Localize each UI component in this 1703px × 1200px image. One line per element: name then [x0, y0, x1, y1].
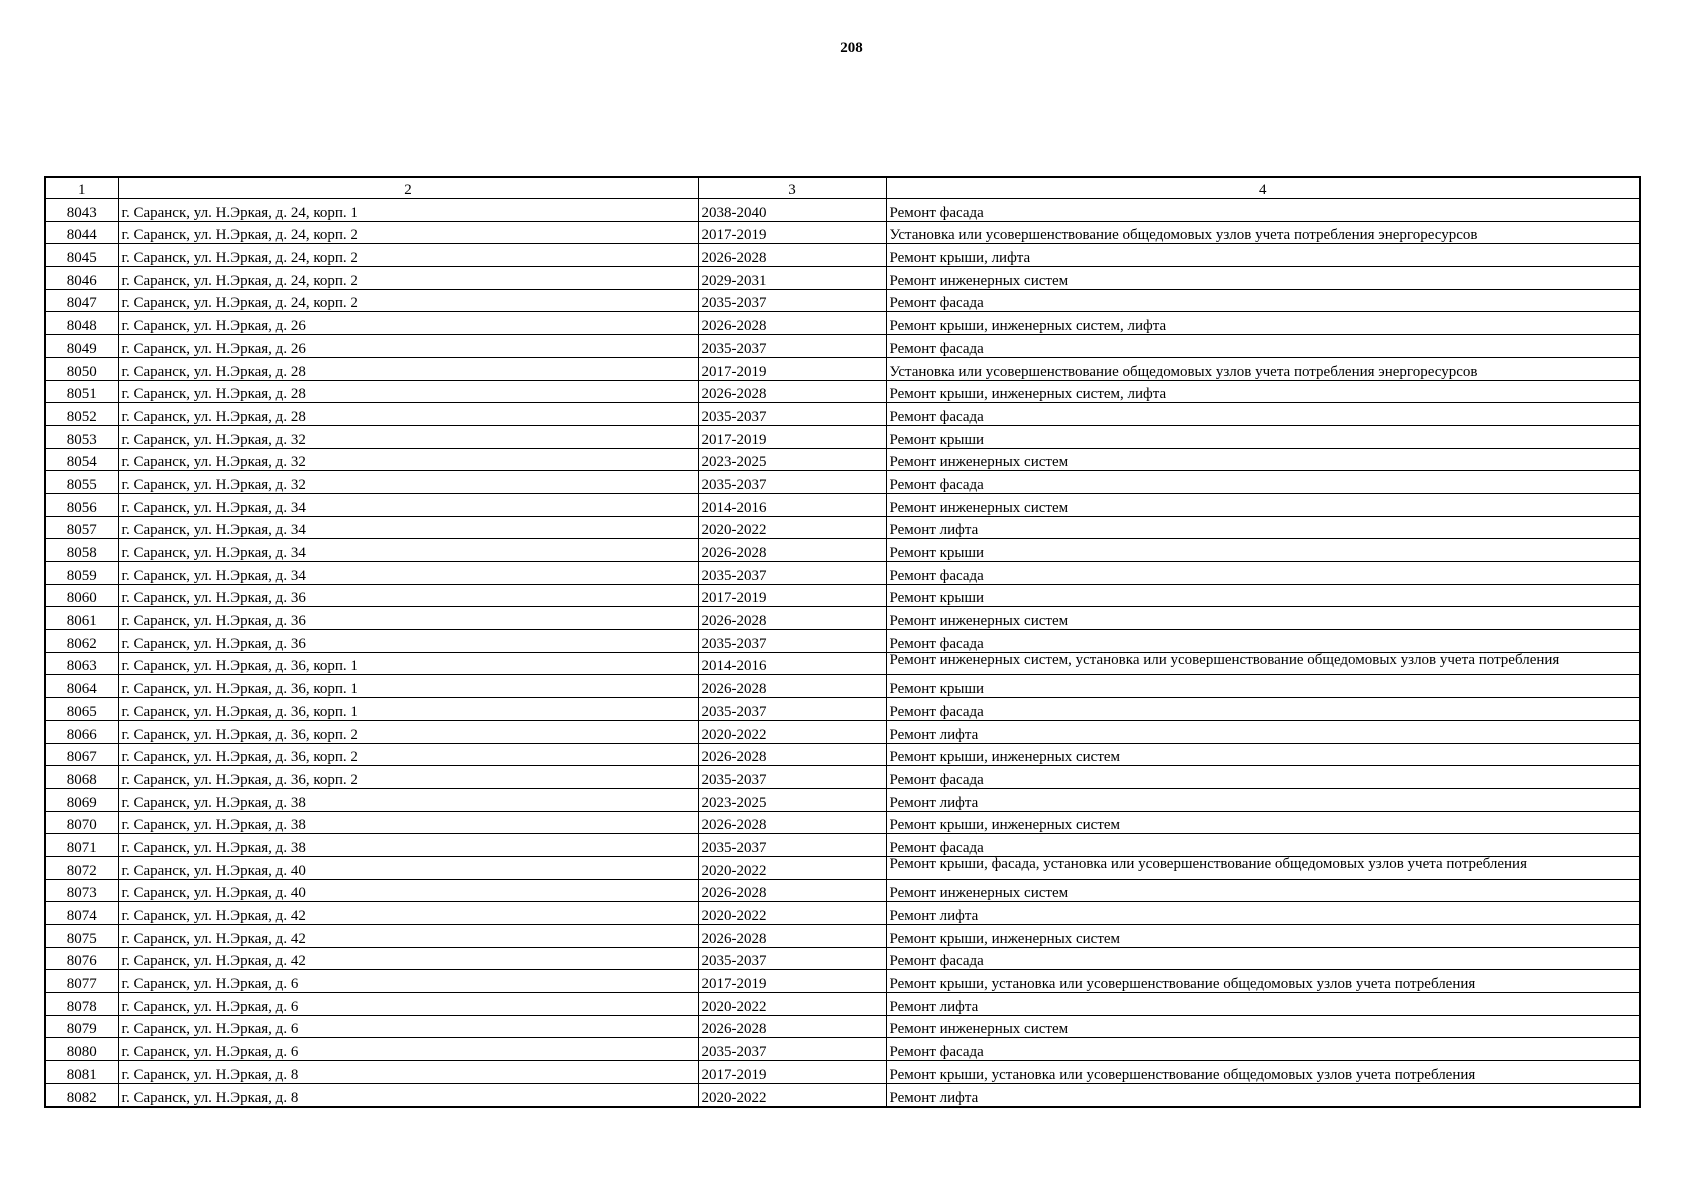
period-cell: 2023-2025 — [698, 448, 886, 471]
row-number: 8079 — [45, 1015, 118, 1038]
table-row — [45, 221, 1640, 244]
row-number: 8076 — [45, 947, 118, 970]
work-type-cell: Ремонт фасада — [886, 335, 1640, 358]
period-cell: 2026-2028 — [698, 380, 886, 403]
period-cell: 2035-2037 — [698, 335, 886, 358]
period-cell: 2035-2037 — [698, 947, 886, 970]
address-cell: г. Саранск, ул. Н.Эркая, д. 6 — [118, 1015, 698, 1038]
work-type-cell: Ремонт фасада — [886, 630, 1640, 653]
table-row — [45, 1038, 1640, 1061]
work-type-cell: Ремонт крыши, инженерных систем — [886, 925, 1640, 948]
table-row — [45, 811, 1640, 834]
work-type-cell: Ремонт крыши — [886, 584, 1640, 607]
work-type-cell: Ремонт лифта — [886, 1083, 1640, 1106]
period-cell: 2026-2028 — [698, 312, 886, 335]
period-cell: 2014-2016 — [698, 493, 886, 516]
work-type-cell: Ремонт инженерных систем — [886, 448, 1640, 471]
address-cell: г. Саранск, ул. Н.Эркая, д. 36, корп. 2 — [118, 743, 698, 766]
address-cell: г. Саранск, ул. Н.Эркая, д. 26 — [118, 312, 698, 335]
work-type-cell: Ремонт инженерных систем — [886, 607, 1640, 630]
address-cell: г. Саранск, ул. Н.Эркая, д. 24, корп. 2 — [118, 289, 698, 312]
period-cell: 2017-2019 — [698, 357, 886, 380]
table-row — [45, 357, 1640, 380]
work-type-cell: Установка или усовершенствование общедомовых узлов учета потребления энергоресурсов — [886, 221, 1640, 244]
column-header: 1 — [45, 177, 118, 199]
address-cell: г. Саранск, ул. Н.Эркая, д. 42 — [118, 925, 698, 948]
table-row — [45, 267, 1640, 290]
work-type-cell: Ремонт фасада — [886, 471, 1640, 494]
period-cell: 2020-2022 — [698, 902, 886, 925]
table-row — [45, 743, 1640, 766]
address-cell: г. Саранск, ул. Н.Эркая, д. 36 — [118, 607, 698, 630]
table-body — [45, 199, 1640, 1107]
table-row — [45, 1061, 1640, 1084]
period-cell: 2017-2019 — [698, 425, 886, 448]
table-row — [45, 289, 1640, 312]
address-cell: г. Саранск, ул. Н.Эркая, д. 36, корп. 2 — [118, 720, 698, 743]
table-row — [45, 1083, 1640, 1106]
address-cell: г. Саранск, ул. Н.Эркая, д. 34 — [118, 562, 698, 585]
period-cell: 2035-2037 — [698, 562, 886, 585]
work-type-cell: Ремонт крыши, инженерных систем, лифта — [886, 312, 1640, 335]
work-type-cell: Ремонт инженерных систем, установка или усовершенствование общедомовых узлов учета потребления — [886, 652, 1640, 675]
work-type-cell: Ремонт инженерных систем — [886, 267, 1640, 290]
work-type-cell: Ремонт инженерных систем — [886, 1015, 1640, 1038]
row-number: 8046 — [45, 267, 118, 290]
table-row — [45, 856, 1640, 879]
period-cell: 2026-2028 — [698, 539, 886, 562]
row-number: 8050 — [45, 357, 118, 380]
address-cell: г. Саранск, ул. Н.Эркая, д. 38 — [118, 811, 698, 834]
work-type-cell: Ремонт фасада — [886, 766, 1640, 789]
period-cell: 2017-2019 — [698, 1061, 886, 1084]
period-cell: 2035-2037 — [698, 471, 886, 494]
work-type-cell: Ремонт фасада — [886, 698, 1640, 721]
work-type-cell: Ремонт инженерных систем — [886, 493, 1640, 516]
row-number: 8081 — [45, 1061, 118, 1084]
table-row — [45, 947, 1640, 970]
address-cell: г. Саранск, ул. Н.Эркая, д. 36, корп. 1 — [118, 675, 698, 698]
address-cell: г. Саранск, ул. Н.Эркая, д. 24, корп. 1 — [118, 199, 698, 222]
table-row — [45, 720, 1640, 743]
work-type-cell: Ремонт крыши, инженерных систем, лифта — [886, 380, 1640, 403]
row-number: 8049 — [45, 335, 118, 358]
table-row — [45, 970, 1640, 993]
period-cell: 2035-2037 — [698, 630, 886, 653]
period-cell: 2020-2022 — [698, 516, 886, 539]
address-cell: г. Саранск, ул. Н.Эркая, д. 6 — [118, 970, 698, 993]
work-type-cell: Ремонт фасада — [886, 562, 1640, 585]
row-number: 8063 — [45, 652, 118, 675]
address-cell: г. Саранск, ул. Н.Эркая, д. 28 — [118, 403, 698, 426]
address-cell: г. Саранск, ул. Н.Эркая, д. 24, корп. 2 — [118, 244, 698, 267]
period-cell: 2035-2037 — [698, 1038, 886, 1061]
period-cell: 2026-2028 — [698, 811, 886, 834]
table-row — [45, 698, 1640, 721]
row-number: 8077 — [45, 970, 118, 993]
row-number: 8070 — [45, 811, 118, 834]
row-number: 8065 — [45, 698, 118, 721]
work-type-cell: Ремонт фасада — [886, 403, 1640, 426]
address-cell: г. Саранск, ул. Н.Эркая, д. 8 — [118, 1083, 698, 1106]
table-row — [45, 652, 1640, 675]
row-number: 8074 — [45, 902, 118, 925]
row-number: 8073 — [45, 879, 118, 902]
period-cell: 2014-2016 — [698, 652, 886, 675]
table-row — [45, 471, 1640, 494]
table-row — [45, 380, 1640, 403]
row-number: 8051 — [45, 380, 118, 403]
table-header-row — [45, 177, 1640, 199]
period-cell: 2035-2037 — [698, 289, 886, 312]
table-row — [45, 607, 1640, 630]
address-cell: г. Саранск, ул. Н.Эркая, д. 40 — [118, 879, 698, 902]
work-type-cell: Ремонт крыши, лифта — [886, 244, 1640, 267]
table-row — [45, 925, 1640, 948]
address-cell: г. Саранск, ул. Н.Эркая, д. 28 — [118, 380, 698, 403]
address-cell: г. Саранск, ул. Н.Эркая, д. 34 — [118, 493, 698, 516]
column-header: 2 — [118, 177, 698, 199]
repair-schedule-table — [44, 176, 1641, 1108]
table-row — [45, 993, 1640, 1016]
work-type-cell: Установка или усовершенствование общедомовых узлов учета потребления энергоресурсов — [886, 357, 1640, 380]
work-type-cell: Ремонт лифта — [886, 993, 1640, 1016]
work-type-cell: Ремонт крыши, установка или усовершенствование общедомовых узлов учета потребления — [886, 970, 1640, 993]
address-cell: г. Саранск, ул. Н.Эркая, д. 36 — [118, 630, 698, 653]
address-cell: г. Саранск, ул. Н.Эркая, д. 36, корп. 1 — [118, 698, 698, 721]
row-number: 8072 — [45, 856, 118, 879]
work-type-cell: Ремонт крыши, инженерных систем — [886, 811, 1640, 834]
address-cell: г. Саранск, ул. Н.Эркая, д. 34 — [118, 539, 698, 562]
work-type-cell: Ремонт крыши, фасада, установка или усовершенствование общедомовых узлов учета потребления — [886, 856, 1640, 879]
period-cell: 2038-2040 — [698, 199, 886, 222]
address-cell: г. Саранск, ул. Н.Эркая, д. 28 — [118, 357, 698, 380]
row-number: 8080 — [45, 1038, 118, 1061]
table-row — [45, 902, 1640, 925]
work-type-cell: Ремонт лифта — [886, 516, 1640, 539]
period-cell: 2035-2037 — [698, 766, 886, 789]
row-number: 8053 — [45, 425, 118, 448]
work-type-cell: Ремонт лифта — [886, 902, 1640, 925]
address-cell: г. Саранск, ул. Н.Эркая, д. 26 — [118, 335, 698, 358]
table-row — [45, 584, 1640, 607]
table-row — [45, 448, 1640, 471]
work-type-cell: Ремонт крыши — [886, 425, 1640, 448]
row-number: 8058 — [45, 539, 118, 562]
work-type-cell: Ремонт фасада — [886, 289, 1640, 312]
period-cell: 2023-2025 — [698, 788, 886, 811]
work-type-cell: Ремонт фасада — [886, 199, 1640, 222]
table-row — [45, 1015, 1640, 1038]
table-row — [45, 516, 1640, 539]
address-cell: г. Саранск, ул. Н.Эркая, д. 24, корп. 2 — [118, 221, 698, 244]
table-row — [45, 788, 1640, 811]
address-cell: г. Саранск, ул. Н.Эркая, д. 38 — [118, 788, 698, 811]
address-cell: г. Саранск, ул. Н.Эркая, д. 32 — [118, 448, 698, 471]
work-type-cell: Ремонт лифта — [886, 788, 1640, 811]
row-number: 8054 — [45, 448, 118, 471]
row-number: 8047 — [45, 289, 118, 312]
row-number: 8061 — [45, 607, 118, 630]
period-cell: 2017-2019 — [698, 970, 886, 993]
table-row — [45, 493, 1640, 516]
period-cell: 2020-2022 — [698, 720, 886, 743]
period-cell: 2035-2037 — [698, 698, 886, 721]
work-type-cell: Ремонт крыши, установка или усовершенствование общедомовых узлов учета потребления — [886, 1061, 1640, 1084]
period-cell: 2020-2022 — [698, 856, 886, 879]
period-cell: 2035-2037 — [698, 834, 886, 857]
period-cell: 2020-2022 — [698, 993, 886, 1016]
address-cell: г. Саранск, ул. Н.Эркая, д. 36, корп. 1 — [118, 652, 698, 675]
period-cell: 2029-2031 — [698, 267, 886, 290]
row-number: 8048 — [45, 312, 118, 335]
row-number: 8069 — [45, 788, 118, 811]
table-row — [45, 312, 1640, 335]
work-type-cell: Ремонт лифта — [886, 720, 1640, 743]
work-type-cell: Ремонт фасада — [886, 947, 1640, 970]
period-cell: 2035-2037 — [698, 403, 886, 426]
page-number: 208 — [840, 40, 863, 56]
work-type-cell: Ремонт фасада — [886, 834, 1640, 857]
table-row — [45, 562, 1640, 585]
row-number: 8075 — [45, 925, 118, 948]
row-number: 8071 — [45, 834, 118, 857]
row-number: 8078 — [45, 993, 118, 1016]
table-row — [45, 335, 1640, 358]
table-row — [45, 675, 1640, 698]
work-type-cell: Ремонт крыши, инженерных систем — [886, 743, 1640, 766]
table-row — [45, 879, 1640, 902]
row-number: 8056 — [45, 493, 118, 516]
table-row — [45, 425, 1640, 448]
row-number: 8057 — [45, 516, 118, 539]
address-cell: г. Саранск, ул. Н.Эркая, д. 40 — [118, 856, 698, 879]
work-type-cell: Ремонт инженерных систем — [886, 879, 1640, 902]
table-row — [45, 403, 1640, 426]
address-cell: г. Саранск, ул. Н.Эркая, д. 6 — [118, 1038, 698, 1061]
work-type-cell: Ремонт крыши — [886, 539, 1640, 562]
period-cell: 2026-2028 — [698, 879, 886, 902]
address-cell: г. Саранск, ул. Н.Эркая, д. 32 — [118, 471, 698, 494]
table-row — [45, 630, 1640, 653]
row-number: 8060 — [45, 584, 118, 607]
row-number: 8066 — [45, 720, 118, 743]
address-cell: г. Саранск, ул. Н.Эркая, д. 8 — [118, 1061, 698, 1084]
table-row — [45, 766, 1640, 789]
row-number: 8043 — [45, 199, 118, 222]
table-row — [45, 539, 1640, 562]
work-type-cell: Ремонт фасада — [886, 1038, 1640, 1061]
period-cell: 2026-2028 — [698, 1015, 886, 1038]
row-number: 8052 — [45, 403, 118, 426]
row-number: 8045 — [45, 244, 118, 267]
address-cell: г. Саранск, ул. Н.Эркая, д. 36, корп. 2 — [118, 766, 698, 789]
row-number: 8059 — [45, 562, 118, 585]
work-type-cell: Ремонт крыши — [886, 675, 1640, 698]
row-number: 8082 — [45, 1083, 118, 1106]
address-cell: г. Саранск, ул. Н.Эркая, д. 38 — [118, 834, 698, 857]
row-number: 8055 — [45, 471, 118, 494]
address-cell: г. Саранск, ул. Н.Эркая, д. 36 — [118, 584, 698, 607]
period-cell: 2017-2019 — [698, 221, 886, 244]
period-cell: 2026-2028 — [698, 607, 886, 630]
period-cell: 2026-2028 — [698, 675, 886, 698]
address-cell: г. Саранск, ул. Н.Эркая, д. 24, корп. 2 — [118, 267, 698, 290]
table-row — [45, 199, 1640, 222]
column-header: 3 — [698, 177, 886, 199]
column-header: 4 — [886, 177, 1640, 199]
address-cell: г. Саранск, ул. Н.Эркая, д. 42 — [118, 902, 698, 925]
period-cell: 2020-2022 — [698, 1083, 886, 1106]
row-number: 8064 — [45, 675, 118, 698]
address-cell: г. Саранск, ул. Н.Эркая, д. 34 — [118, 516, 698, 539]
table-row — [45, 834, 1640, 857]
row-number: 8067 — [45, 743, 118, 766]
row-number: 8044 — [45, 221, 118, 244]
address-cell: г. Саранск, ул. Н.Эркая, д. 6 — [118, 993, 698, 1016]
row-number: 8068 — [45, 766, 118, 789]
table-row — [45, 244, 1640, 267]
row-number: 8062 — [45, 630, 118, 653]
period-cell: 2017-2019 — [698, 584, 886, 607]
period-cell: 2026-2028 — [698, 925, 886, 948]
address-cell: г. Саранск, ул. Н.Эркая, д. 42 — [118, 947, 698, 970]
period-cell: 2026-2028 — [698, 244, 886, 267]
address-cell: г. Саранск, ул. Н.Эркая, д. 32 — [118, 425, 698, 448]
period-cell: 2026-2028 — [698, 743, 886, 766]
